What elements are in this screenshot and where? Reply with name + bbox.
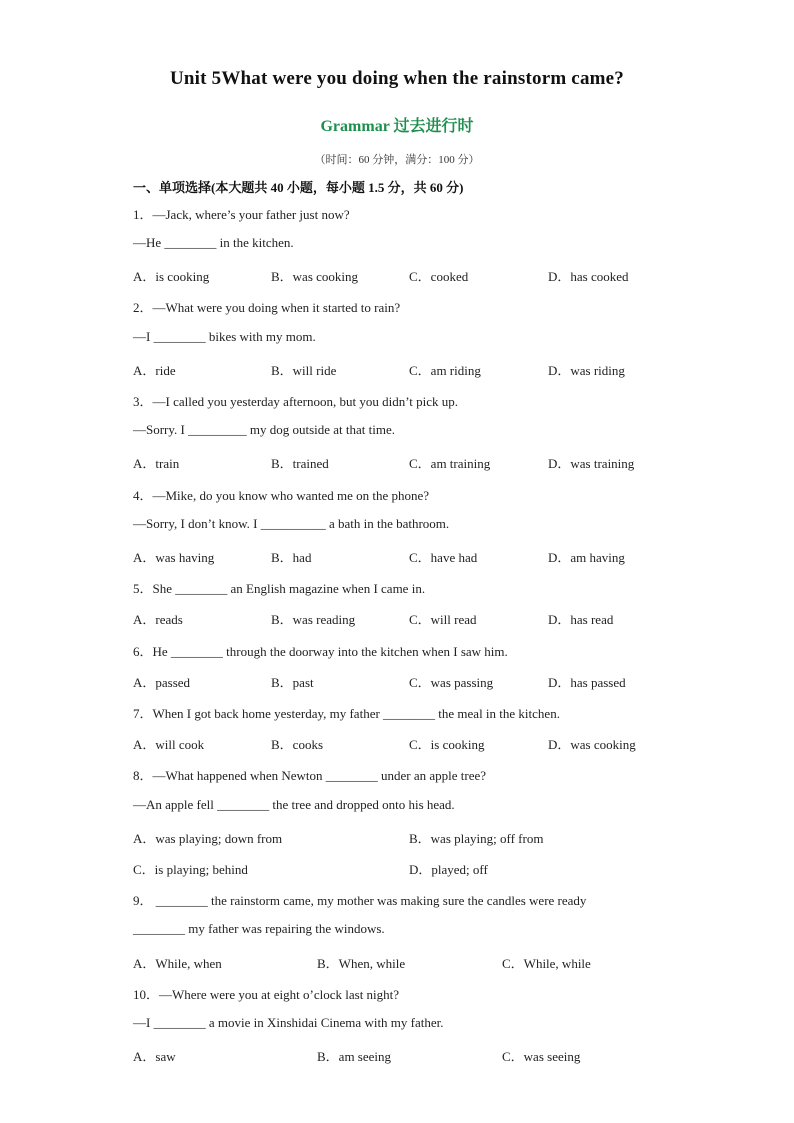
option-a: A．reads [133, 612, 183, 627]
option-d: D．was training [548, 456, 635, 471]
question-stem: 8．—What happened when Newton ________ under an apple tree? [133, 768, 487, 783]
option-a: A．was playing; down from [133, 831, 283, 846]
question-stem: 2．—What were you doing when it started to rain? [133, 300, 401, 315]
option-c: C．While, while [502, 956, 591, 971]
option-c: C．was passing [409, 675, 494, 690]
option-c: C．is playing; behind [133, 862, 248, 877]
page-title: Unit 5What were you doing when the rainstorm came? [169, 68, 624, 89]
option-d: D．was cooking [548, 737, 636, 752]
option-c: C．is cooking [409, 737, 485, 752]
option-d: D．was riding [548, 363, 625, 378]
option-d: D．has cooked [548, 269, 629, 284]
option-d: D．am having [548, 550, 625, 565]
option-a: A．will cook [133, 737, 205, 752]
question-stem: —I ________ bikes with my mom. [133, 329, 316, 344]
question-stem: 6．He ________ through the doorway into the kitchen when I saw him. [133, 644, 508, 659]
option-b: B．cooks [271, 737, 324, 752]
option-c: C．cooked [409, 269, 469, 284]
option-c: C．have had [409, 550, 478, 565]
question-stem: —Sorry. I _________ my dog outside at that time. [133, 422, 396, 437]
option-b: B．trained [271, 456, 329, 471]
option-c: C．was seeing [502, 1049, 581, 1064]
option-b: B．When, while [317, 956, 406, 971]
option-d: D．has read [548, 612, 614, 627]
question-stem: 9． ________ the rainstorm came, my mother was making sure the candles were ready [133, 893, 587, 908]
question-stem: ________ my father was repairing the windows. [133, 921, 385, 936]
question-stem: 1．—Jack, where’s your father just now? [133, 207, 350, 222]
option-a: A．While, when [133, 956, 222, 971]
option-a: A．is cooking [133, 269, 210, 284]
question-stem: 10．—Where were you at eight o’clock last night? [133, 987, 400, 1002]
question-stem: —An apple fell ________ the tree and dropped onto his head. [133, 797, 455, 812]
option-a: A．passed [133, 675, 191, 690]
question-stem: —Sorry, I don’t know. I __________ a bath in the bathroom. [133, 516, 450, 531]
question-stem: 7．When I got back home yesterday, my father ________ the meal in the kitchen. [133, 706, 560, 721]
option-b: B．was playing; off from [409, 831, 544, 846]
option-a: A．train [133, 456, 180, 471]
option-b: B．am seeing [317, 1049, 392, 1064]
option-d: D．has passed [548, 675, 626, 690]
option-b: B．was reading [271, 612, 356, 627]
option-b: B．had [271, 550, 312, 565]
option-d: D．played; off [409, 862, 488, 877]
question-stem: 3．—I called you yesterday afternoon, but you didn’t pick up. [133, 394, 459, 409]
page-subtitle: Grammar 过去进行时 [320, 118, 474, 135]
option-c: C．am training [409, 456, 491, 471]
option-a: A．was having [133, 550, 215, 565]
option-b: B．will ride [271, 363, 337, 378]
question-stem: 4．—Mike, do you know who wanted me on the phone? [133, 488, 430, 503]
section-heading: 一、单项选择(本大题共 40 小题，每小题 1.5 分，共 60 分) [133, 180, 464, 195]
option-a: A．saw [133, 1049, 176, 1064]
option-c: C．am riding [409, 363, 481, 378]
question-stem: 5．She ________ an English magazine when I came in. [133, 581, 426, 596]
option-b: B．past [271, 675, 314, 690]
question-stem: —He ________ in the kitchen. [133, 235, 294, 250]
question-stem: —I ________ a movie in Xinshidai Cinema with my father. [133, 1015, 444, 1030]
option-a: A．ride [133, 363, 176, 378]
exam-meta: （时间：60 分钟，满分：100 分） [314, 154, 480, 166]
option-c: C．will read [409, 612, 477, 627]
option-b: B．was cooking [271, 269, 359, 284]
